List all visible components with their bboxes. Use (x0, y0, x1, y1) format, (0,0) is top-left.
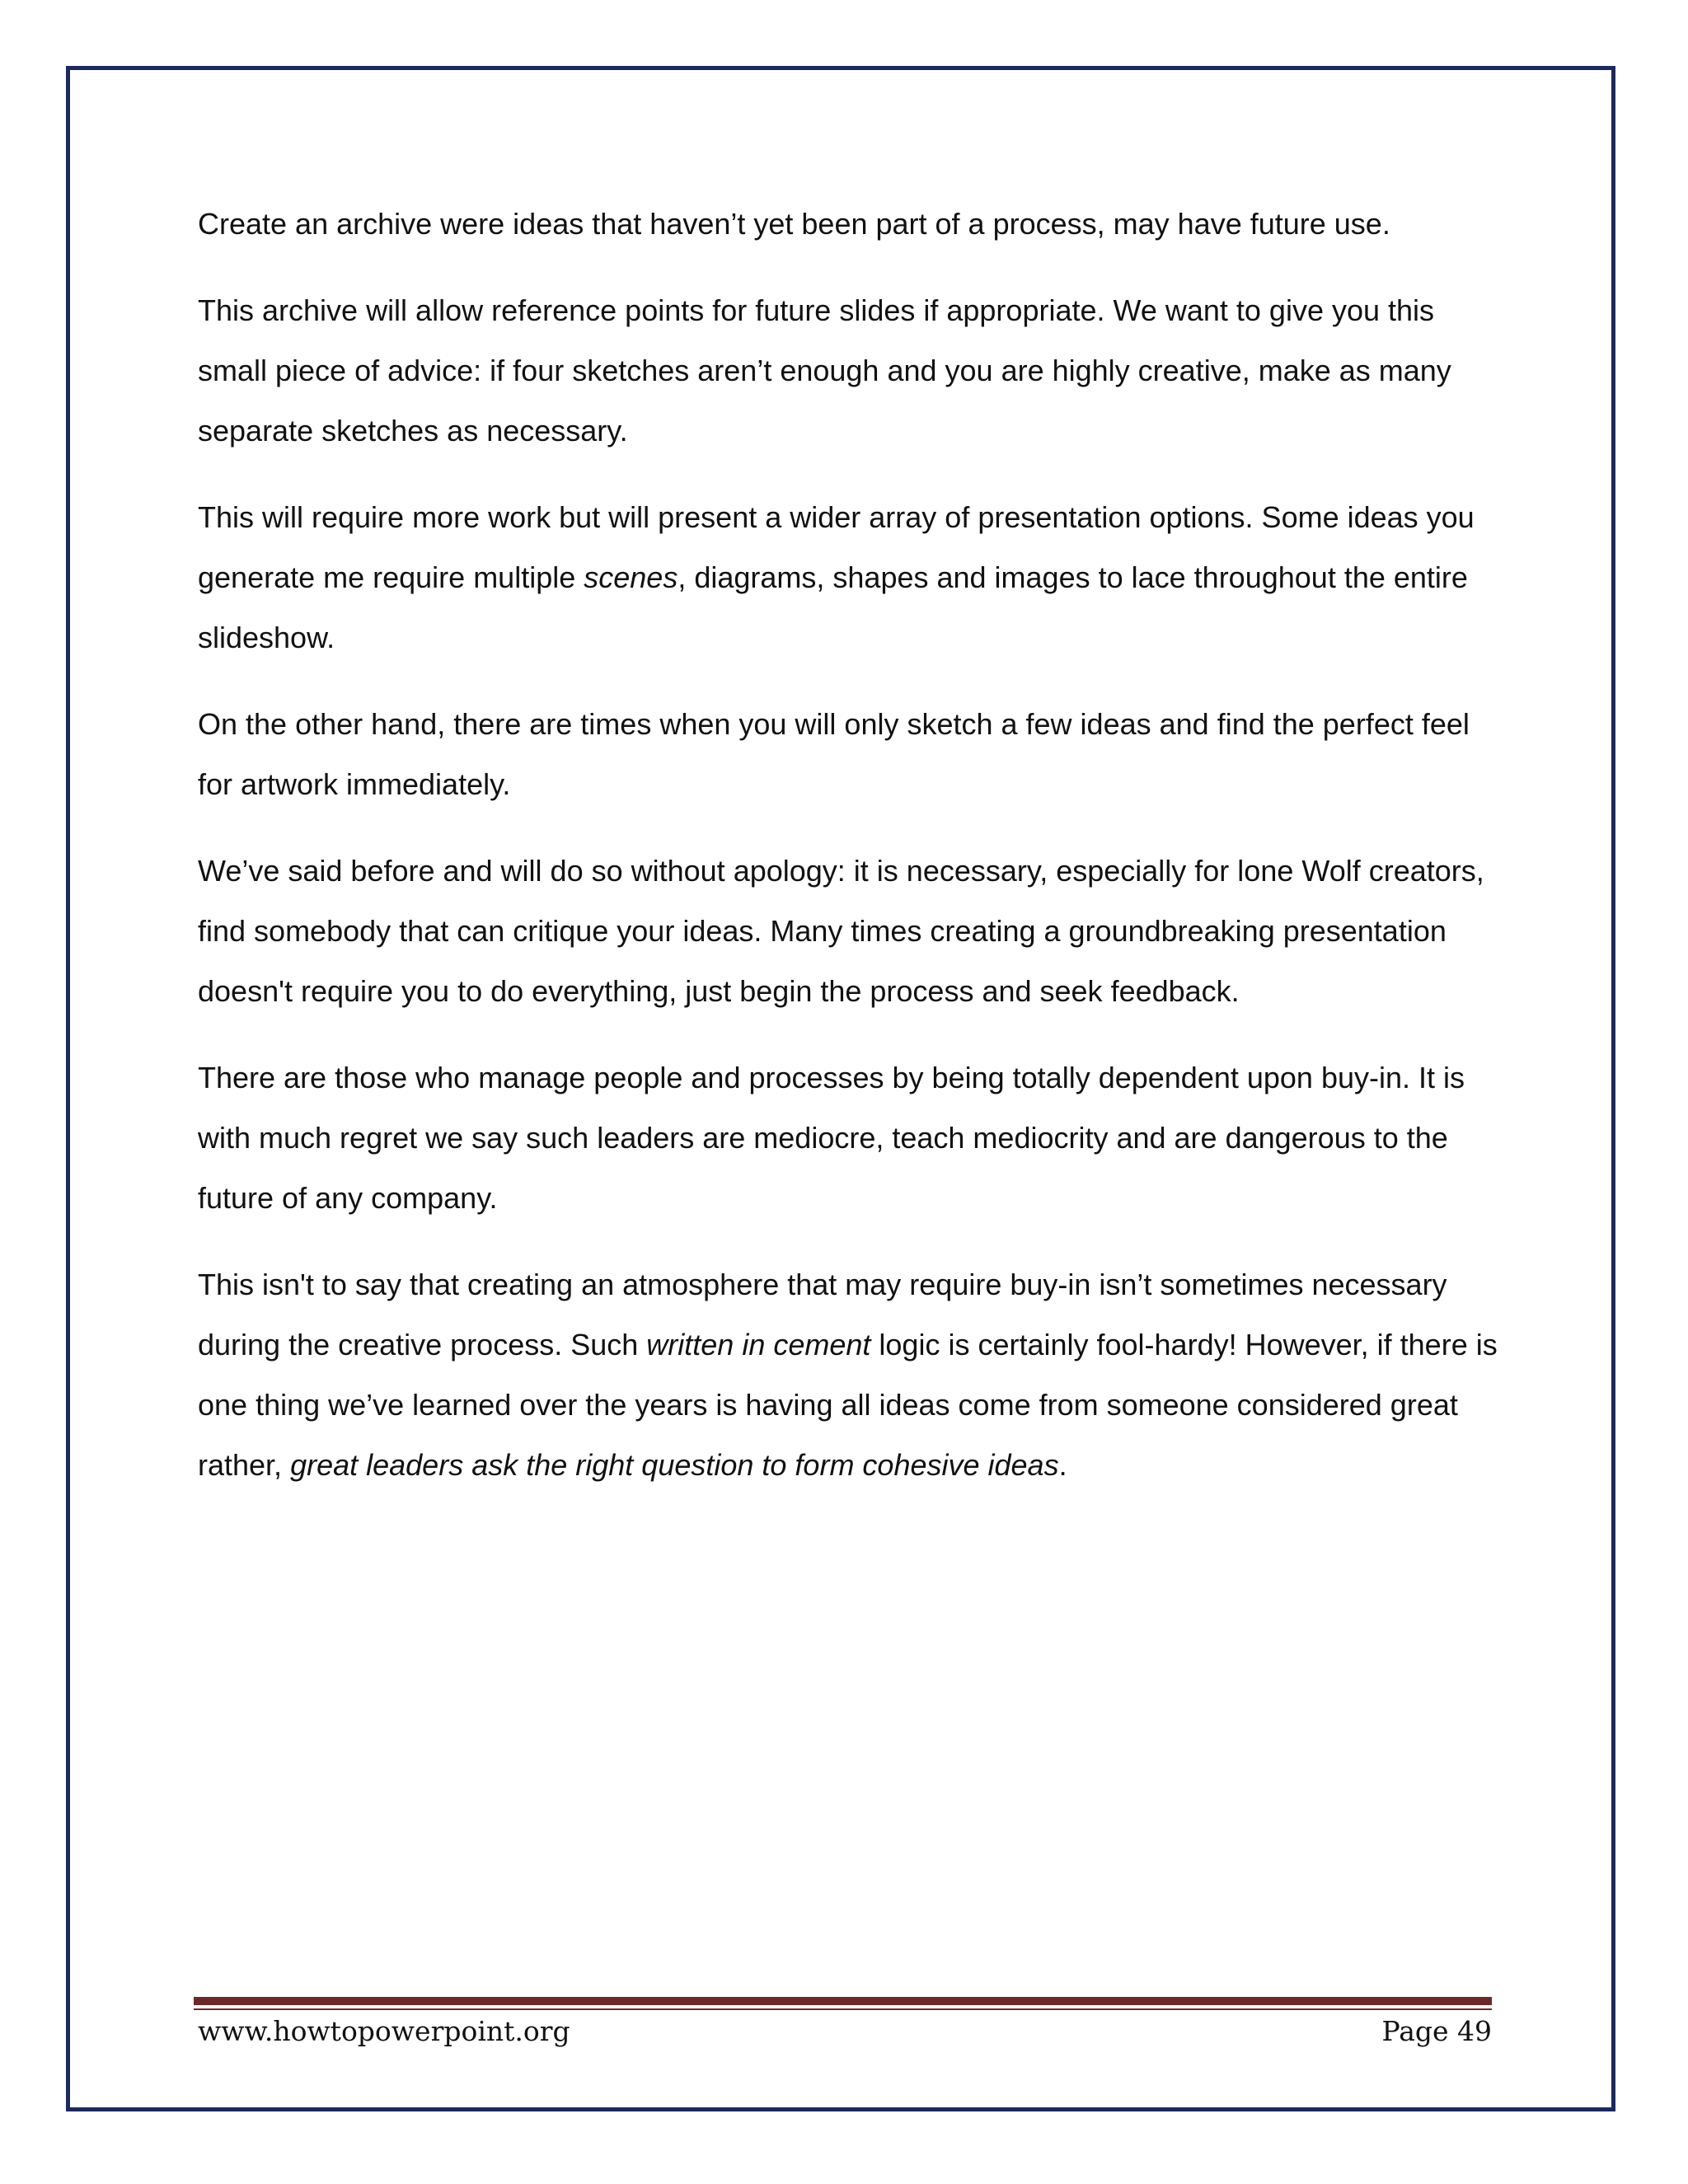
text-run: On the other hand, there are times when you will only sketch a few ideas and find the perfect feel for artwork immediately. (198, 707, 1470, 801)
paragraph (198, 841, 1500, 1021)
page-number: Page 49 (1381, 2015, 1492, 2047)
italic-text: scenes (584, 560, 678, 594)
text-run: This will require more work but will present a wider array of presentation options. Some ideas you generate me require multiple (198, 500, 1475, 594)
paragraph (198, 1254, 1500, 1495)
text-run: , diagrams, shapes and images to lace throughout the entire slideshow. (198, 560, 1468, 654)
text-run: We’ve said before and will do so without apology: it is necessary, especially for lone Wolf creators, find somebody that can critique your ideas. Many times creating a groundbreaking presentation doesn't require you to do everything, just begin the process and seek feedback. (198, 854, 1484, 1008)
footer-url: www.howtopowerpoint.org (198, 2015, 570, 2047)
text-run: Create an archive were ideas that haven’t yet been part of a process, may have future use. (198, 207, 1390, 241)
paragraph (198, 194, 1500, 254)
text-run: There are those who manage people and processes by being totally dependent upon buy-in. It is with much regret we say such leaders are mediocre, teach mediocrity and are dangerous to the future of any company. (198, 1061, 1465, 1215)
body-text (198, 194, 1500, 1521)
text-run: . (1058, 1448, 1067, 1482)
text-run: This isn't to say that creating an atmosphere that may require buy-in isn’t sometimes necessary during the creative process. Such (198, 1268, 1447, 1361)
paragraph (198, 487, 1500, 668)
italic-text: written in cement (646, 1328, 871, 1361)
text-run: logic is certainly fool-hardy! However, if there is one thing we’ve learned over the years is having all ideas come from someone considered great rather, (198, 1328, 1498, 1482)
text-run: This archive will allow reference points for future slides if appropriate. We want to give you this small piece of advice: if four sketches aren’t enough and you are highly creative, make as many separate sketches as necessary. (198, 293, 1451, 448)
footer-rule-thick (194, 1997, 1492, 2005)
paragraph (198, 280, 1500, 461)
paragraph (198, 694, 1500, 814)
paragraph (198, 1047, 1500, 1228)
italic-text: great leaders ask the right question to form cohesive ideas (290, 1448, 1059, 1482)
footer-rule-thin (194, 2008, 1492, 2010)
